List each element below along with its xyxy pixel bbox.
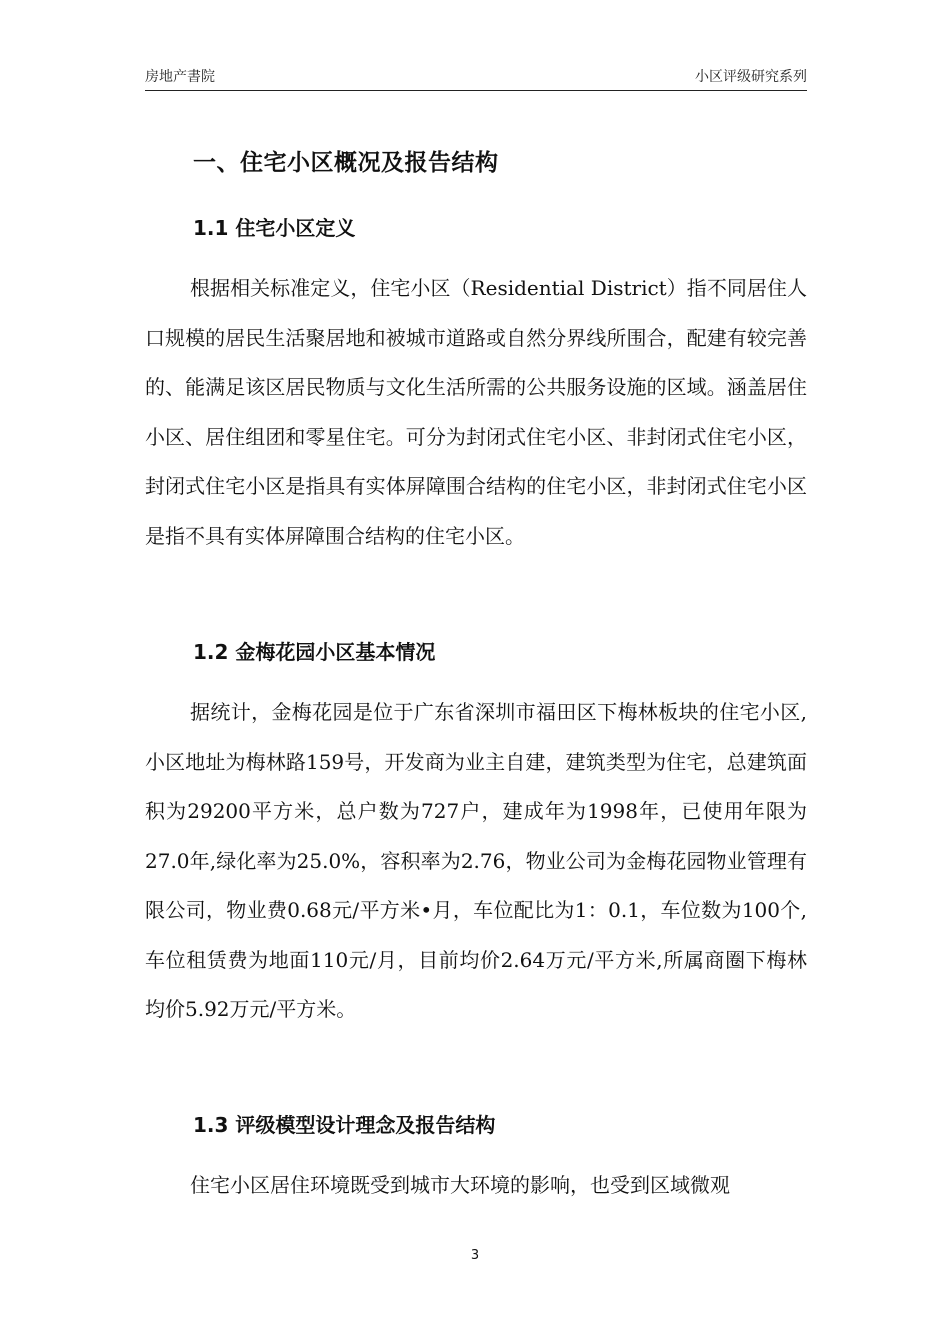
subsection-heading-1-1: 1.1 住宅小区定义 (193, 216, 356, 240)
subsection-heading-1-3: 1.3 评级模型设计理念及报告结构 (193, 1113, 496, 1137)
page-header (145, 68, 807, 91)
paragraph-model-design: 住宅小区居住环境既受到城市大环境的影响，也受到区域微观 (190, 1173, 730, 1197)
header-publisher: 房地产書院 (145, 69, 215, 85)
subsection-heading-1-2: 1.2 金梅花园小区基本情况 (193, 640, 436, 664)
paragraph-definition: 根据相关标准定义，住宅小区（Residential District）指不同居住人口规模的居民生活聚居地和被城市道路或自然分界线所围合，配建有较完善的、能满足该区居民物质与文化生活所需的公共服务设施的区域。涵盖居住小区、居住组团和零星住宅。可分为封闭式住宅小区、非封闭式住宅小区，封闭式住宅小区是指具有实体屏障围合结构的住宅小区，非封闭式住宅小区是指不具有实体屏障围合结构的住宅小区。 (145, 276, 807, 548)
header-series-title: 小区评级研究系列 (695, 69, 807, 85)
paragraph-basic-info: 据统计，金梅花园是位于广东省深圳市福田区下梅林板块的住宅小区,小区地址为梅林路159号，开发商为业主自建，建筑类型为住宅，总建筑面积为29200平方米，总户数为727户，建成年为1998年，已使用年限为27.0年,绿化率为25.0%，容积率为2.76，物业公司为金梅花园物业管理有限公司，物业费0.68元/平方米•月，车位配比为1：0.1，车位数为100个,车位租赁费为地面110元/月，目前均价2.64万元/平方米,所属商圈下梅林均价5.92万元/平方米。 (145, 700, 807, 1021)
section-title: 一、住宅小区概况及报告结构 (193, 150, 499, 176)
page-number: 3 (470, 1248, 480, 1263)
